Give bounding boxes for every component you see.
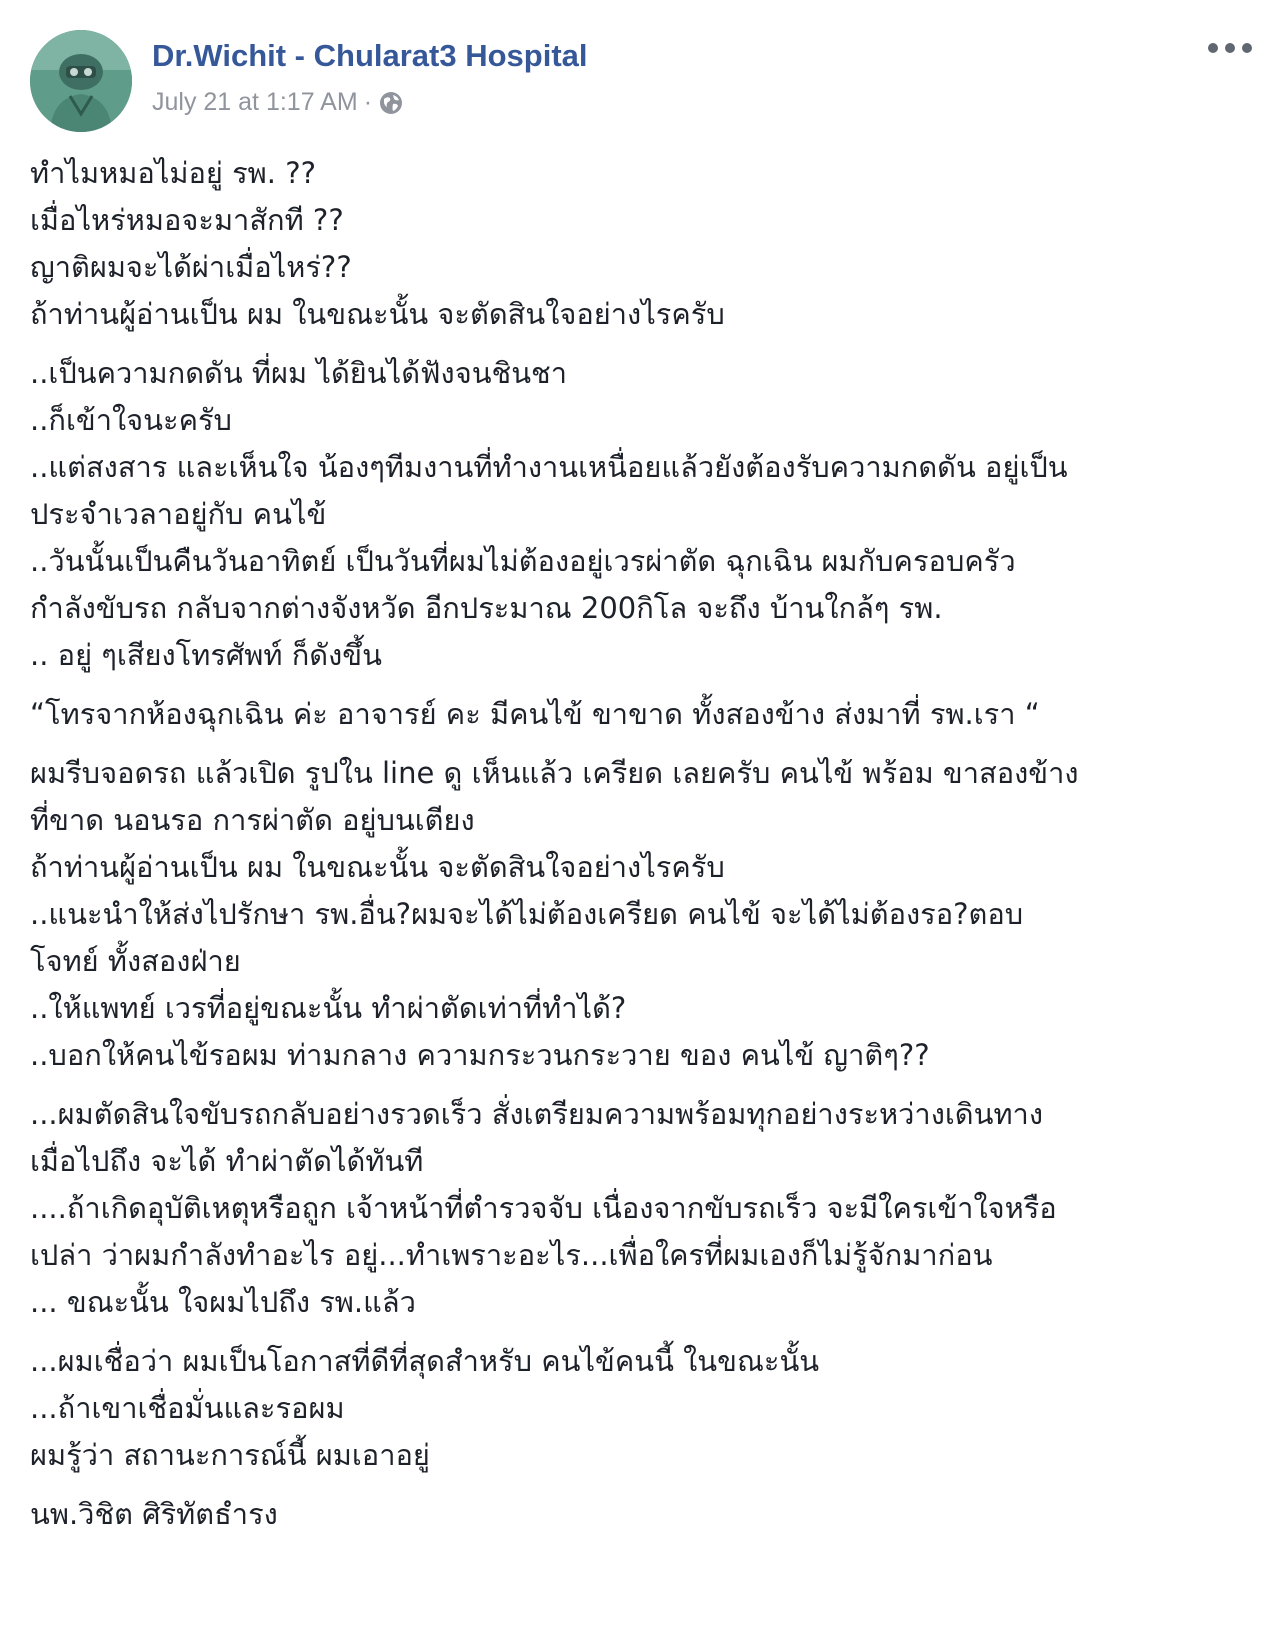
more-options-icon[interactable] (1208, 38, 1252, 58)
more-dot (1225, 43, 1235, 53)
post-meta (152, 88, 404, 117)
post-text-line: ประจำเวลาอยู่กับ คนไข้ (30, 497, 327, 531)
globe-icon[interactable] (378, 90, 404, 116)
post-text-line: ญาติผมจะได้ผ่าเมื่อไหร่?? (30, 250, 352, 284)
post-text-line: ...ผมเชื่อว่า ผมเป็นโอกาสที่ดีที่สุดสำหรับ คนไข้คนนี้ ในขณะนั้น (30, 1344, 820, 1378)
post-paragraph (30, 350, 1250, 679)
author-name-link[interactable]: Dr.Wichit - Chularat3 Hospital (152, 38, 588, 73)
post-text-line: ถ้าท่านผู้อ่านเป็น ผม ในขณะนั้น จะตัดสินใจอย่างไรครับ (30, 297, 725, 331)
post-text-line: ..เป็นความกดดัน ที่ผม ได้ยินได้ฟังจนชินชา (30, 356, 568, 390)
post-text-line: ..แต่สงสาร และเห็นใจ น้องๆทีมงานที่ทำงานเหนื่อยแล้วยังต้องรับความกดดัน อยู่เป็น (30, 450, 1068, 484)
post-text-line: ... ขณะนั้น ใจผมไปถึง รพ.แล้ว (30, 1285, 416, 1319)
post-paragraph (30, 750, 1250, 1079)
post-text-line: ถ้าท่านผู้อ่านเป็น ผม ในขณะนั้น จะตัดสินใจอย่างไรครับ (30, 850, 725, 884)
post-text-line: ..บอกให้คนไข้รอผม ท่ามกลาง ความกระวนกระวาย ของ คนไข้ ญาติๆ?? (30, 1038, 930, 1072)
post-text-line: ...ผมตัดสินใจขับรถกลับอย่างรวดเร็ว สั่งเตรียมความพร้อมทุกอย่างระหว่างเดินทาง (30, 1097, 1044, 1131)
post-text-line: ผมรีบจอดรถ แล้วเปิด รูปใน line ดู เห็นแล้ว เครียด เลยครับ คนไข้ พร้อม ขาสองข้าง (30, 756, 1079, 790)
profile-avatar-icon (30, 30, 132, 132)
post-text-line: เมื่อไปถึง จะได้ ทำผ่าตัดได้ทันที (30, 1144, 424, 1178)
author-avatar[interactable] (30, 30, 132, 132)
post-paragraph (30, 150, 1250, 338)
post-text-line: ผมรู้ว่า สถานะการณ์นี้ ผมเอาอยู่ (30, 1438, 430, 1472)
post-paragraph (30, 691, 1250, 738)
post-text-line: ..วันนั้นเป็นคืนวันอาทิตย์ เป็นวันที่ผมไม่ต้องอยู่เวรผ่าตัด ฉุกเฉิน ผมกับครอบครัว (30, 544, 1016, 578)
post-paragraph (30, 1491, 1250, 1538)
more-dot (1242, 43, 1252, 53)
post-text-line: ที่ขาด นอนรอ การผ่าตัด อยู่บนเตียง (30, 803, 475, 837)
post-text-line: โจทย์ ทั้งสองฝ่าย (30, 944, 241, 978)
post-text-line: เมื่อไหร่หมอจะมาสักที ?? (30, 203, 344, 237)
meta-separator: · (363, 88, 373, 116)
post-text-line: ...ถ้าเขาเชื่อมั่นและรอผม (30, 1391, 345, 1425)
post-text-line: ..ก็เข้าใจนะครับ (30, 403, 232, 437)
post-timestamp[interactable]: July 21 at 1:17 AM (152, 88, 358, 116)
post-paragraph (30, 1338, 1250, 1479)
post-text-line: กำลังขับรถ กลับจากต่างจังหวัด อีกประมาณ 200กิโล จะถึง บ้านใกล้ๆ รพ. (30, 591, 943, 625)
post-paragraph (30, 1091, 1250, 1326)
post-text-line: ..แนะนำให้ส่งไปรักษา รพ.อื่น?ผมจะได้ไม่ต้องเครียด คนไข้ จะได้ไม่ต้องรอ?ตอบ (30, 897, 1024, 931)
post-text-line: นพ.วิชิต ศิริทัตธำรง (30, 1497, 278, 1531)
post-text-line: เปล่า ว่าผมกำลังทำอะไร อยู่...ทำเพราะอะไร...เพื่อใครที่ผมเองก็ไม่รู้จักมาก่อน (30, 1238, 993, 1272)
more-dot (1208, 43, 1218, 53)
post-text-line: “โทรจากห้องฉุกเฉิน ค่ะ อาจารย์ คะ มีคนไข้ ขาขาด ทั้งสองข้าง ส่งมาที่ รพ.เรา “ (30, 697, 1040, 731)
post-text-line: ..ให้แพทย์ เวรที่อยู่ขณะนั้น ทำผ่าตัดเท่าที่ทำได้? (30, 991, 627, 1025)
post-text-line: ทำไมหมอไม่อยู่ รพ. ?? (30, 156, 316, 190)
post-text-line: ....ถ้าเกิดอุบัติเหตุหรือถูก เจ้าหน้าที่ตำรวจจับ เนื่องจากขับรถเร็ว จะมีใครเข้าใจหรือ (30, 1191, 1057, 1225)
post-body (30, 150, 1250, 1550)
post-text-line: .. อยู่ ๆเสียงโทรศัพท์ ก็ดังขึ้น (30, 638, 382, 672)
